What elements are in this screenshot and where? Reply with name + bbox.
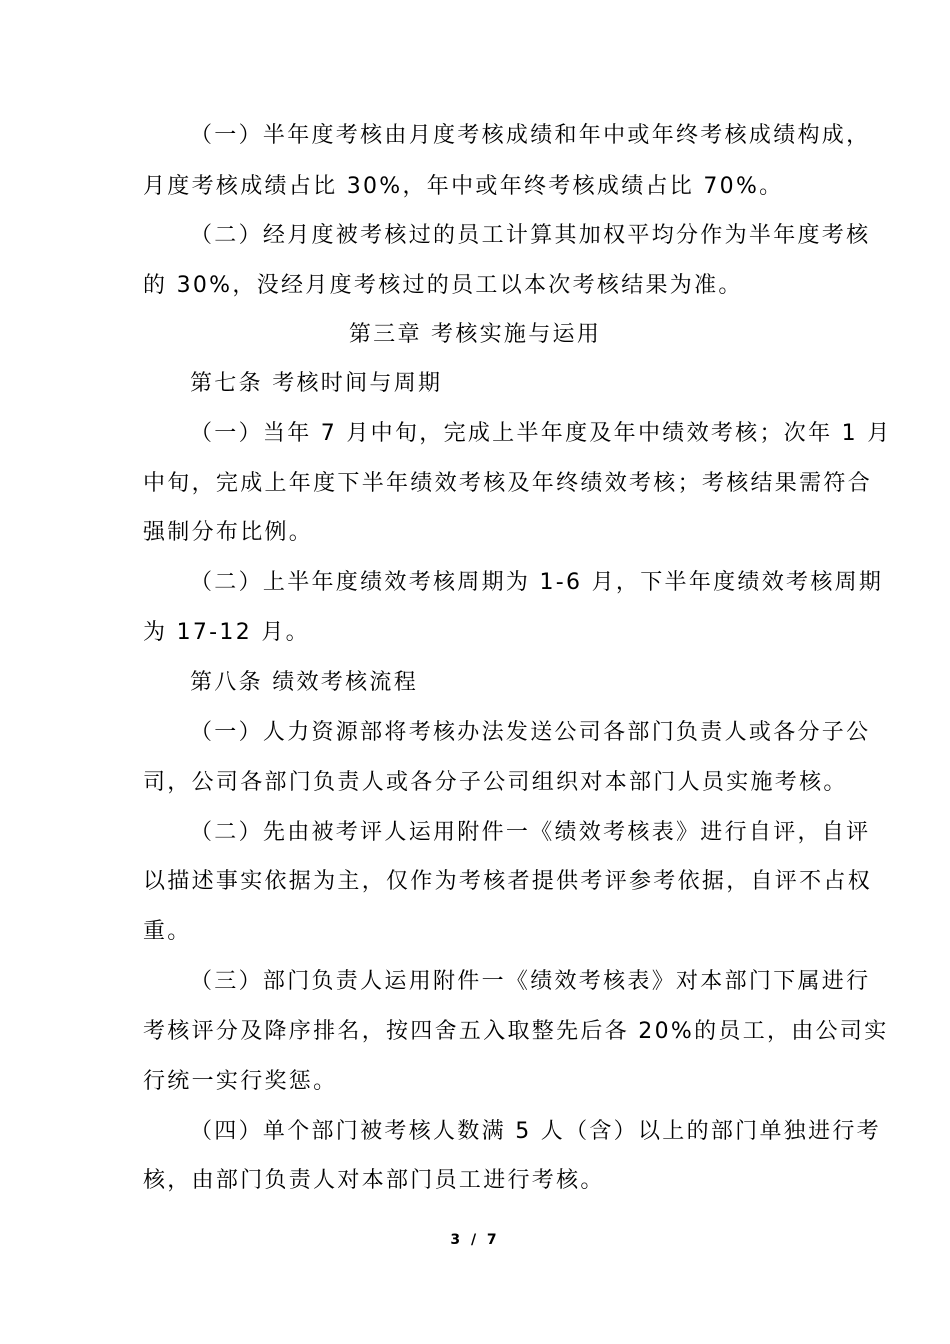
paragraph-line: 行统一实行奖惩。 [143,1069,338,1094]
paragraph-line: （二）经月度被考核过的员工计算其加权平均分作为半年度考核 [190,223,871,248]
article-heading: 第七条 考核时间与周期 [190,371,443,396]
paragraph-line: 的 30%，没经月度考核过的员工以本次考核结果为准。 [143,273,743,298]
paragraph-line: （一）人力资源部将考核办法发送公司各部门负责人或各分子公 [190,720,871,745]
paragraph-line: 重。 [143,919,192,944]
paragraph-line: 为 17-12 月。 [143,620,310,645]
paragraph-line: （二）先由被考评人运用附件一《绩效考核表》进行自评，自评 [190,820,871,845]
paragraph-line: 司，公司各部门负责人或各分子公司组织对本部门人员实施考核。 [143,770,848,795]
paragraph-line: （三）部门负责人运用附件一《绩效考核表》对本部门下属进行 [190,969,871,994]
paragraph-line: 核，由部门负责人对本部门员工进行考核。 [143,1168,605,1193]
chapter-heading: 第三章 考核实施与运用 [348,322,602,347]
paragraph-line: 中旬，完成上年度下半年绩效考核及年终绩效考核；考核结果需符合 [143,471,873,496]
paragraph-line: （二）上半年度绩效考核周期为 1-6 月，下半年度绩效考核周期 [190,570,884,595]
paragraph-line: 以描述事实依据为主，仅作为考核者提供考评参考依据，自评不占权 [143,869,873,894]
paragraph-line: 考核评分及降序排名，按四舍五入取整先后各 20%的员工，由公司实 [143,1019,889,1044]
paragraph-line: （一）半年度考核由月度考核成绩和年中或年终考核成绩构成， [190,123,871,148]
page-number: 3 / 7 [450,1232,500,1248]
paragraph-line: （一）当年 7 月中旬，完成上半年度及年中绩效考核；次年 1 月 [190,421,892,446]
paragraph-line: （四）单个部门被考核人数满 5 人（含）以上的部门单独进行考 [190,1119,881,1144]
paragraph-line: 月度考核成绩占比 30%，年中或年终考核成绩占比 70%。 [143,174,784,199]
paragraph-line: 强制分布比例。 [143,520,314,545]
article-heading: 第八条 绩效考核流程 [190,670,418,695]
